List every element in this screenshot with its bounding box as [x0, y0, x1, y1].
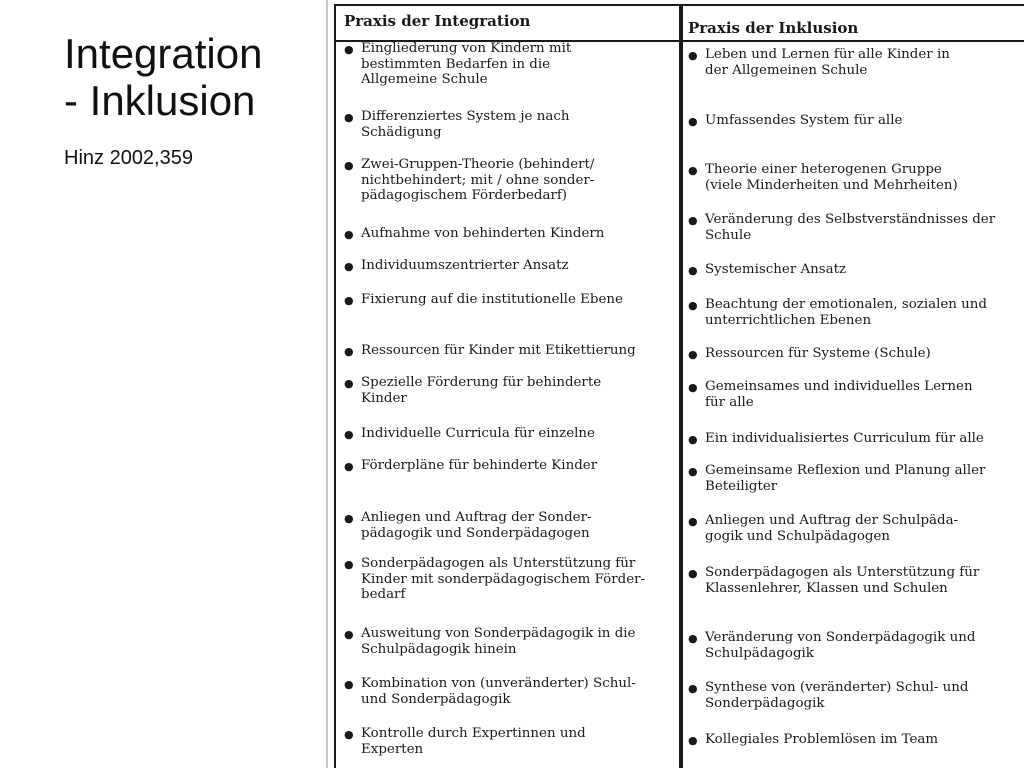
column-divider [679, 4, 683, 768]
slide-title-line-2: - Inklusion [64, 77, 256, 124]
item-text-line: Anliegen und Auftrag der Schulpäda- [705, 513, 959, 528]
bullet-icon: ● [344, 678, 354, 691]
slide-subtitle: Hinz 2002,359 [64, 147, 193, 169]
bullet-icon: ● [688, 49, 698, 62]
item-text-line: Allgemeine Schule [361, 72, 488, 88]
item-text-line: Leben und Lernen für alle Kinder in [705, 47, 950, 62]
integration-item [344, 226, 604, 242]
item-text-line: Ein individualisiertes Curriculum für alle [705, 431, 984, 446]
item-text-line: und Sonderpädagogik [361, 691, 511, 707]
item-text-line: Individuelle Curricula für einzelne [361, 426, 595, 441]
item-text-line: Veränderung des Selbstverständnisses der [705, 212, 996, 227]
item-text-line: Kinder [361, 390, 407, 406]
inclusion-item [688, 113, 902, 129]
item-text-line: bedarf [361, 587, 406, 603]
item-text-line: Schule [705, 227, 752, 243]
bullet-icon: ● [688, 567, 698, 580]
item-text-line: Sonderpädagogen als Unterstützung für [361, 556, 636, 571]
inclusion-item [688, 262, 846, 278]
item-text-line: Gemeinsames und individuelles Lernen [705, 379, 973, 394]
bullet-icon: ● [344, 460, 354, 473]
bullet-icon: ● [688, 433, 698, 446]
bullet-icon: ● [344, 228, 354, 241]
item-text-line: Kinder mit sonderpädagogischem Förder- [361, 571, 646, 587]
inclusion-item [688, 212, 995, 243]
item-text-line: unterrichtlichen Ebenen [705, 312, 872, 328]
integration-item [344, 676, 636, 707]
integration-item [344, 458, 597, 474]
bullet-icon: ● [688, 264, 698, 277]
item-text-line: Ausweitung von Sonderpädagogik in die [361, 626, 636, 641]
inclusion-item [688, 680, 968, 711]
item-text-line: Experten [361, 741, 424, 757]
bullet-icon: ● [688, 164, 698, 177]
item-text-line: Umfassendes System für alle [705, 113, 903, 128]
item-text-line: Sonderpädagogik [705, 695, 825, 711]
integration-item [344, 41, 571, 88]
integration-item [344, 726, 586, 757]
item-text-line: Sonderpädagogen als Unterstützung für [705, 565, 980, 580]
item-text-line: gogik und Schulpädagogen [705, 528, 891, 544]
bullet-icon: ● [688, 115, 698, 128]
inclusion-item [688, 513, 958, 544]
item-text-line: Spezielle Förderung für behinderte [361, 375, 602, 390]
item-text-line: Beachtung der emotionalen, sozialen und [705, 297, 988, 312]
item-text-line: Differenziertes System je nach [361, 109, 570, 124]
bullet-icon: ● [344, 728, 354, 741]
bullet-icon: ● [344, 159, 354, 172]
bullet-icon: ● [344, 260, 354, 273]
bullet-icon: ● [688, 299, 698, 312]
inclusion-item [688, 431, 984, 447]
integration-item [344, 157, 594, 204]
integration-item [344, 292, 623, 308]
inclusion-item [688, 463, 985, 494]
item-text-line: bestimmten Bedarfen in die [361, 56, 551, 72]
integration-item [344, 343, 636, 359]
item-text-line: pädagogischem Förderbedarf) [361, 188, 568, 204]
item-text-line: Ressourcen für Systeme (Schule) [705, 346, 931, 361]
bullet-icon: ● [344, 428, 354, 441]
bullet-icon: ● [688, 348, 698, 361]
item-text-line: für alle [705, 394, 754, 410]
integration-item [344, 375, 601, 406]
inclusion-item [688, 162, 958, 193]
item-text-line: Zwei-Gruppen-Theorie (behindert/ [361, 157, 595, 172]
item-text-line: Theorie einer heterogenen Gruppe [705, 162, 942, 177]
item-text-line: Beteiligter [705, 478, 778, 494]
item-text-line: Anliegen und Auftrag der Sonder- [361, 510, 592, 525]
bullet-icon: ● [344, 628, 354, 641]
item-text-line: Schulpädagogik [705, 645, 814, 661]
item-text-line: Kontrolle durch Expertinnen und [361, 726, 586, 741]
inclusion-item [688, 346, 931, 362]
item-text-line: Gemeinsame Reflexion und Planung aller [705, 463, 986, 478]
bullet-icon: ● [688, 214, 698, 227]
bullet-icon: ● [344, 111, 354, 124]
slide-title-line-1: Integration [64, 30, 263, 77]
inclusion-item [688, 630, 975, 661]
integration-item [344, 510, 592, 541]
item-text-line: Eingliederung von Kindern mit [361, 41, 572, 56]
integration-item [344, 258, 569, 274]
item-text-line: Ressourcen für Kinder mit Etikettierung [361, 343, 636, 358]
item-text-line: Kombination von (unveränderter) Schul- [361, 676, 636, 691]
item-text-line: nichtbehindert; mit / ohne sonder- [361, 172, 595, 188]
integration-item [344, 626, 635, 657]
bullet-icon: ● [344, 377, 354, 390]
integration-item [344, 109, 569, 140]
bullet-icon: ● [688, 381, 698, 394]
bullet-icon: ● [688, 734, 698, 747]
bullet-icon: ● [688, 515, 698, 528]
inclusion-item [688, 379, 973, 410]
item-text-line: Veränderung von Sonderpädagogik und [705, 630, 976, 645]
bullet-icon: ● [344, 294, 354, 307]
item-text-line: Aufnahme von behinderten Kindern [361, 226, 605, 241]
bullet-icon: ● [344, 43, 354, 56]
scanned-comparison-table [326, 0, 1024, 768]
item-text-line: Klassenlehrer, Klassen und Schulen [705, 580, 948, 596]
item-text-line: Synthese von (veränderter) Schul- und [705, 680, 969, 695]
item-text-line: (viele Minderheiten und Mehrheiten) [705, 177, 958, 193]
item-text-line: Fixierung auf die institutionelle Ebene [361, 292, 623, 307]
item-text-line: Individuumszentrierter Ansatz [361, 258, 569, 273]
inclusion-column-header: Praxis der Inklusion [688, 19, 859, 37]
item-text-line: Systemischer Ansatz [705, 262, 847, 277]
slide-title [64, 30, 314, 124]
bullet-icon: ● [688, 682, 698, 695]
bullet-icon: ● [688, 465, 698, 478]
inclusion-item [688, 732, 938, 748]
item-text-line: Schädigung [361, 124, 442, 140]
scan-edge [326, 0, 328, 768]
bullet-icon: ● [344, 345, 354, 358]
inclusion-item [688, 47, 950, 78]
bullet-icon: ● [344, 558, 354, 571]
item-text-line: pädagogik und Sonderpädagogen [361, 525, 590, 541]
inclusion-item [688, 565, 979, 596]
item-text-line: Schulpädagogik hinein [361, 641, 517, 657]
item-text-line: Förderpläne für behinderte Kinder [361, 458, 598, 473]
integration-item [344, 426, 595, 442]
integration-item [344, 556, 645, 603]
bullet-icon: ● [688, 632, 698, 645]
item-text-line: Kollegiales Problemlösen im Team [705, 732, 939, 747]
inclusion-item [688, 297, 987, 328]
item-text-line: der Allgemeinen Schule [705, 62, 868, 78]
bullet-icon: ● [344, 512, 354, 525]
integration-column-header: Praxis der Integration [344, 12, 531, 30]
